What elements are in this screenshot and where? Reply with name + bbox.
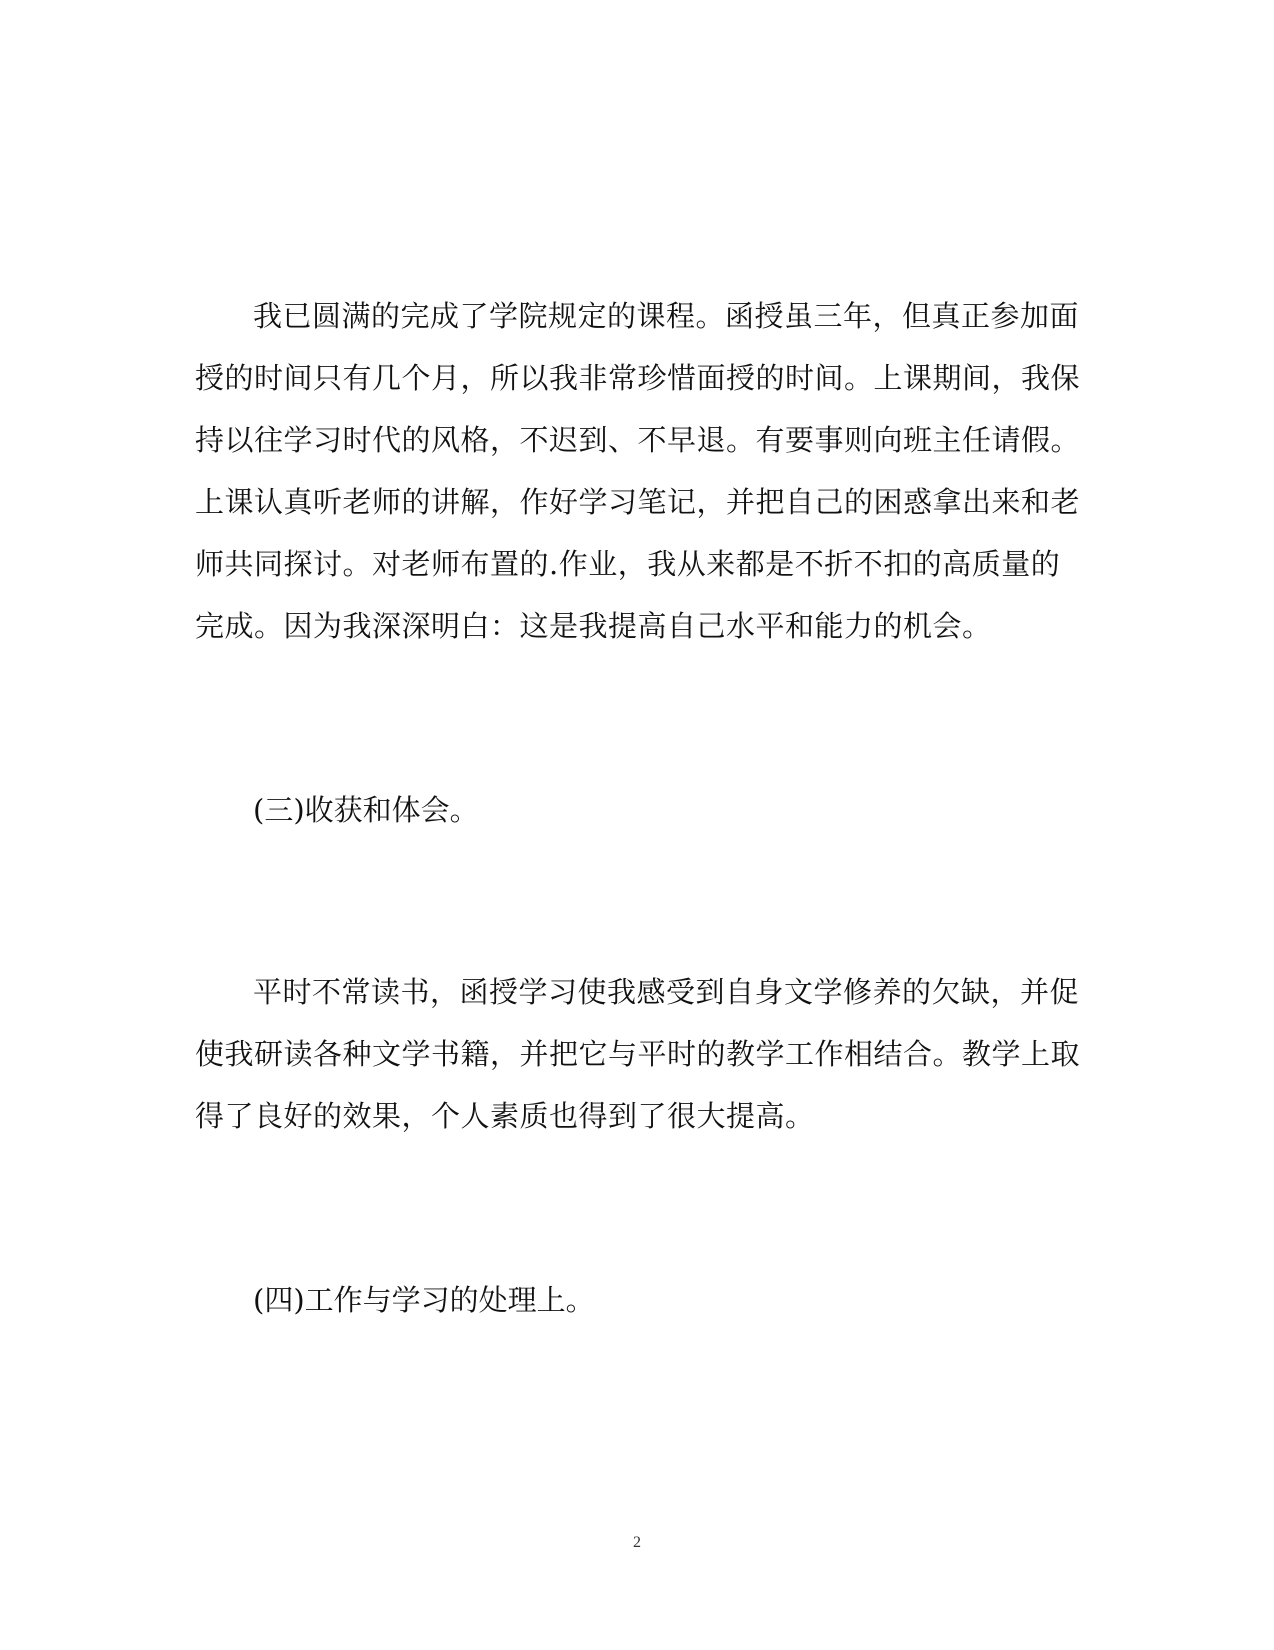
paragraph-line: 我已圆满的完成了学院规定的课程。函授虽三年，但真正参加面 [253,299,1080,333]
paragraph-course-completion [195,285,1081,657]
paragraph-line: 得了良好的效果，个人素质也得到了很大提高。 [195,1099,815,1133]
section-heading-3: (三)收获和体会。 [253,793,479,827]
paragraph-line: 完成。因为我深深明白：这是我提高自己水平和能力的机会。 [195,609,992,643]
paragraph-line: 上课认真听老师的讲解，作好学习笔记，并把自己的困惑拿出来和老 [195,485,1081,519]
paragraph-gains [195,961,1081,1147]
paragraph-line: 平时不常读书，函授学习使我感受到自身文学修养的欠缺，并促 [253,975,1080,1009]
paragraph-line: 使我研读各种文学书籍，并把它与平时的教学工作相结合。教学上取 [195,1037,1081,1071]
section-heading-4: (四)工作与学习的处理上。 [253,1283,595,1317]
paragraph-line: 授的时间只有几个月，所以我非常珍惜面授的时间。上课期间，我保 [195,361,1081,395]
page-number: 2 [633,1534,641,1551]
paragraph-line: 师共同探讨。对老师布置的.作业，我从来都是不折不扣的高质量的 [195,547,1061,581]
paragraph-line: 持以往学习时代的风格，不迟到、不早退。有要事则向班主任请假。 [195,423,1081,457]
